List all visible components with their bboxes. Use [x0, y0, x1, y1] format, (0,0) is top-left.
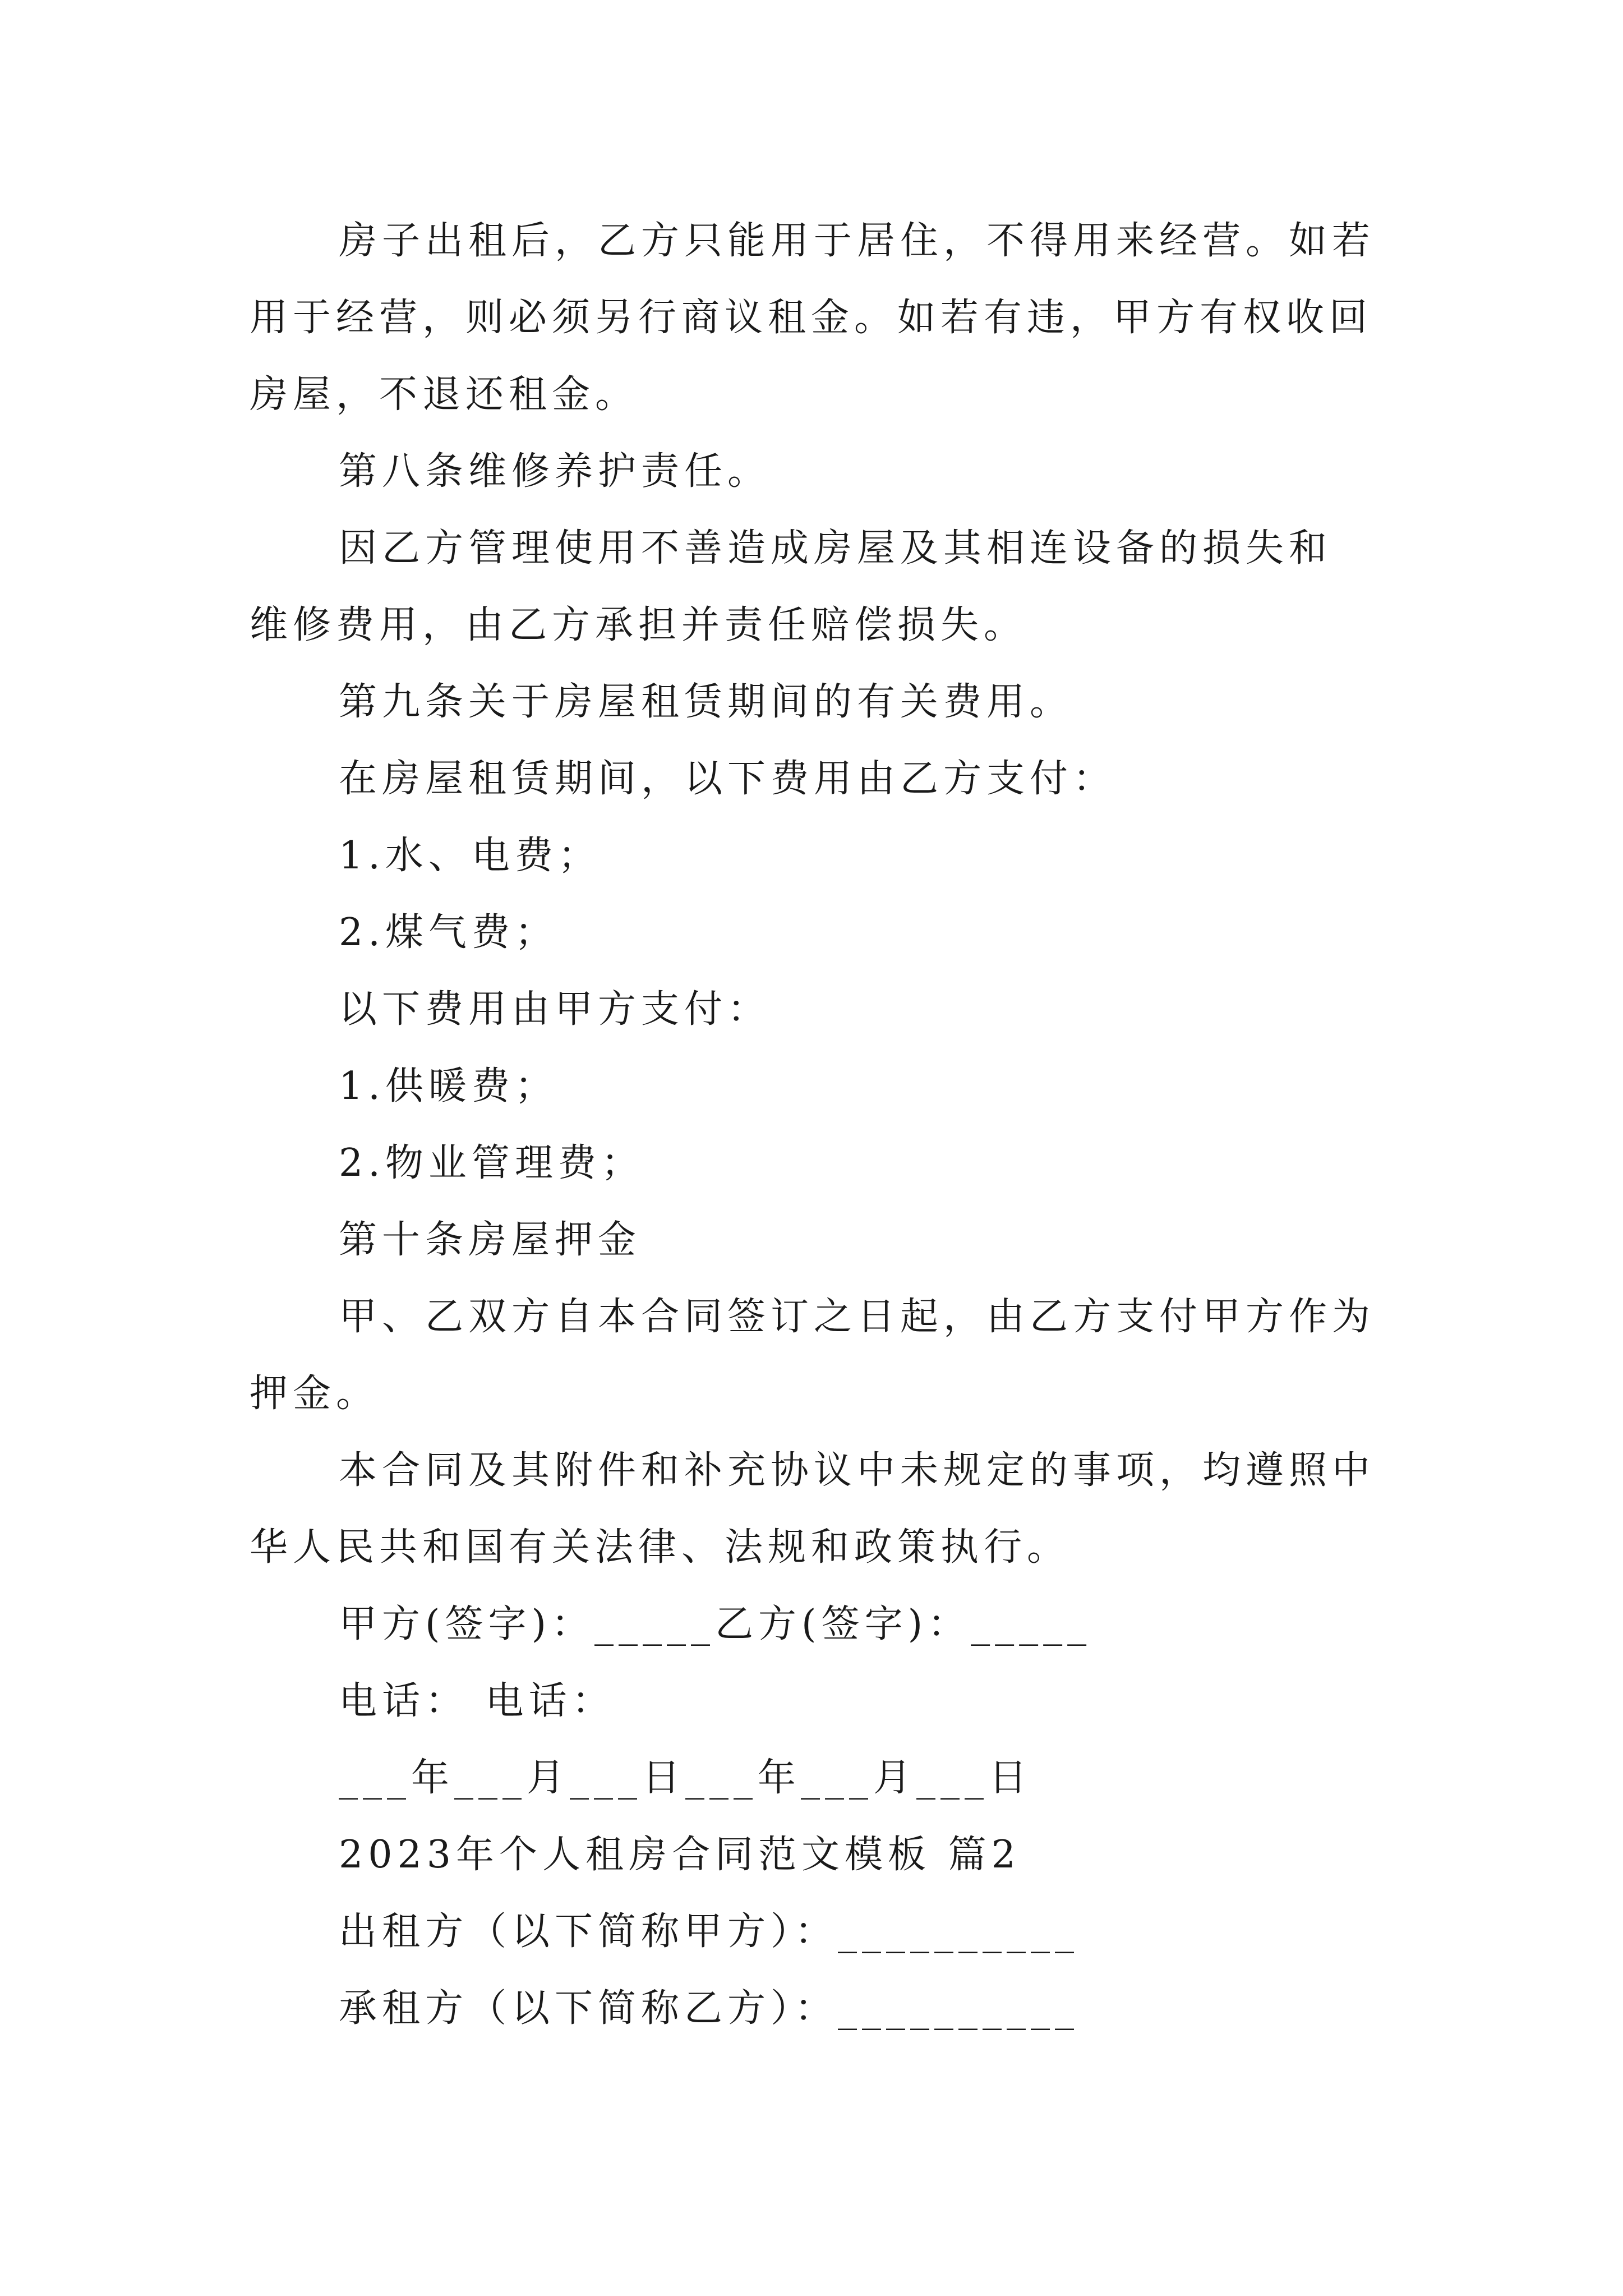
- landlord-fee-item-2: 2.物业管理费；: [339, 1141, 644, 1185]
- tenant-fee-item-1: 1.水、电费；: [339, 834, 601, 878]
- article-9-heading: 第九条关于房屋租赁期间的有关费用。: [339, 680, 1073, 724]
- deposit-paragraph-line-2: 押金。: [250, 1372, 380, 1416]
- phone-line: 电话： 电话：: [339, 1679, 615, 1723]
- deposit-paragraph-line-1: 甲、乙双方自本合同签订之日起，由乙方支付甲方作为: [339, 1295, 1376, 1339]
- article-10-heading: 第十条房屋押金: [339, 1218, 642, 1262]
- paragraph-1-line-1: 房子出租后，乙方只能用于居住，不得用来经营。如若: [339, 219, 1376, 263]
- signature-line: 甲方(签字)：_____乙方(签字)：_____: [339, 1602, 1092, 1646]
- tenant-fee-item-2: 2.煤气费；: [339, 910, 558, 955]
- paragraph-3-line-2: 维修费用，由乙方承担并责任赔偿损失。: [250, 603, 1027, 647]
- landlord-fees-intro: 以下费用由甲方支付：: [339, 987, 771, 1032]
- lessor-line: 出租方（以下简称甲方）：__________: [339, 1910, 1080, 1954]
- paragraph-3-line-1: 因乙方管理使用不善造成房屋及其相连设备的损失和: [339, 526, 1332, 570]
- date-line: ___年___月___日___年___月___日: [339, 1756, 1032, 1800]
- lessee-line: 承租方（以下简称乙方）：__________: [339, 1986, 1080, 2031]
- paragraph-1-line-2: 用于经营，则必须另行商议租金。如若有违，甲方有权收回: [250, 296, 1373, 340]
- section-2-title: 2023年个人租房合同范文模板 篇2: [339, 1833, 1021, 1877]
- landlord-fee-item-1: 1.供暖费；: [339, 1064, 558, 1108]
- tenant-fees-intro: 在房屋租赁期间，以下费用由乙方支付：: [339, 757, 1117, 801]
- paragraph-1-line-3: 房屋，不退还租金。: [250, 372, 639, 417]
- law-paragraph-line-1: 本合同及其附件和补充协议中未规定的事项，均遵照中: [339, 1448, 1376, 1493]
- article-8-heading: 第八条维修养护责任。: [339, 449, 771, 494]
- law-paragraph-line-2: 华人民共和国有关法律、法规和政策执行。: [250, 1525, 1071, 1570]
